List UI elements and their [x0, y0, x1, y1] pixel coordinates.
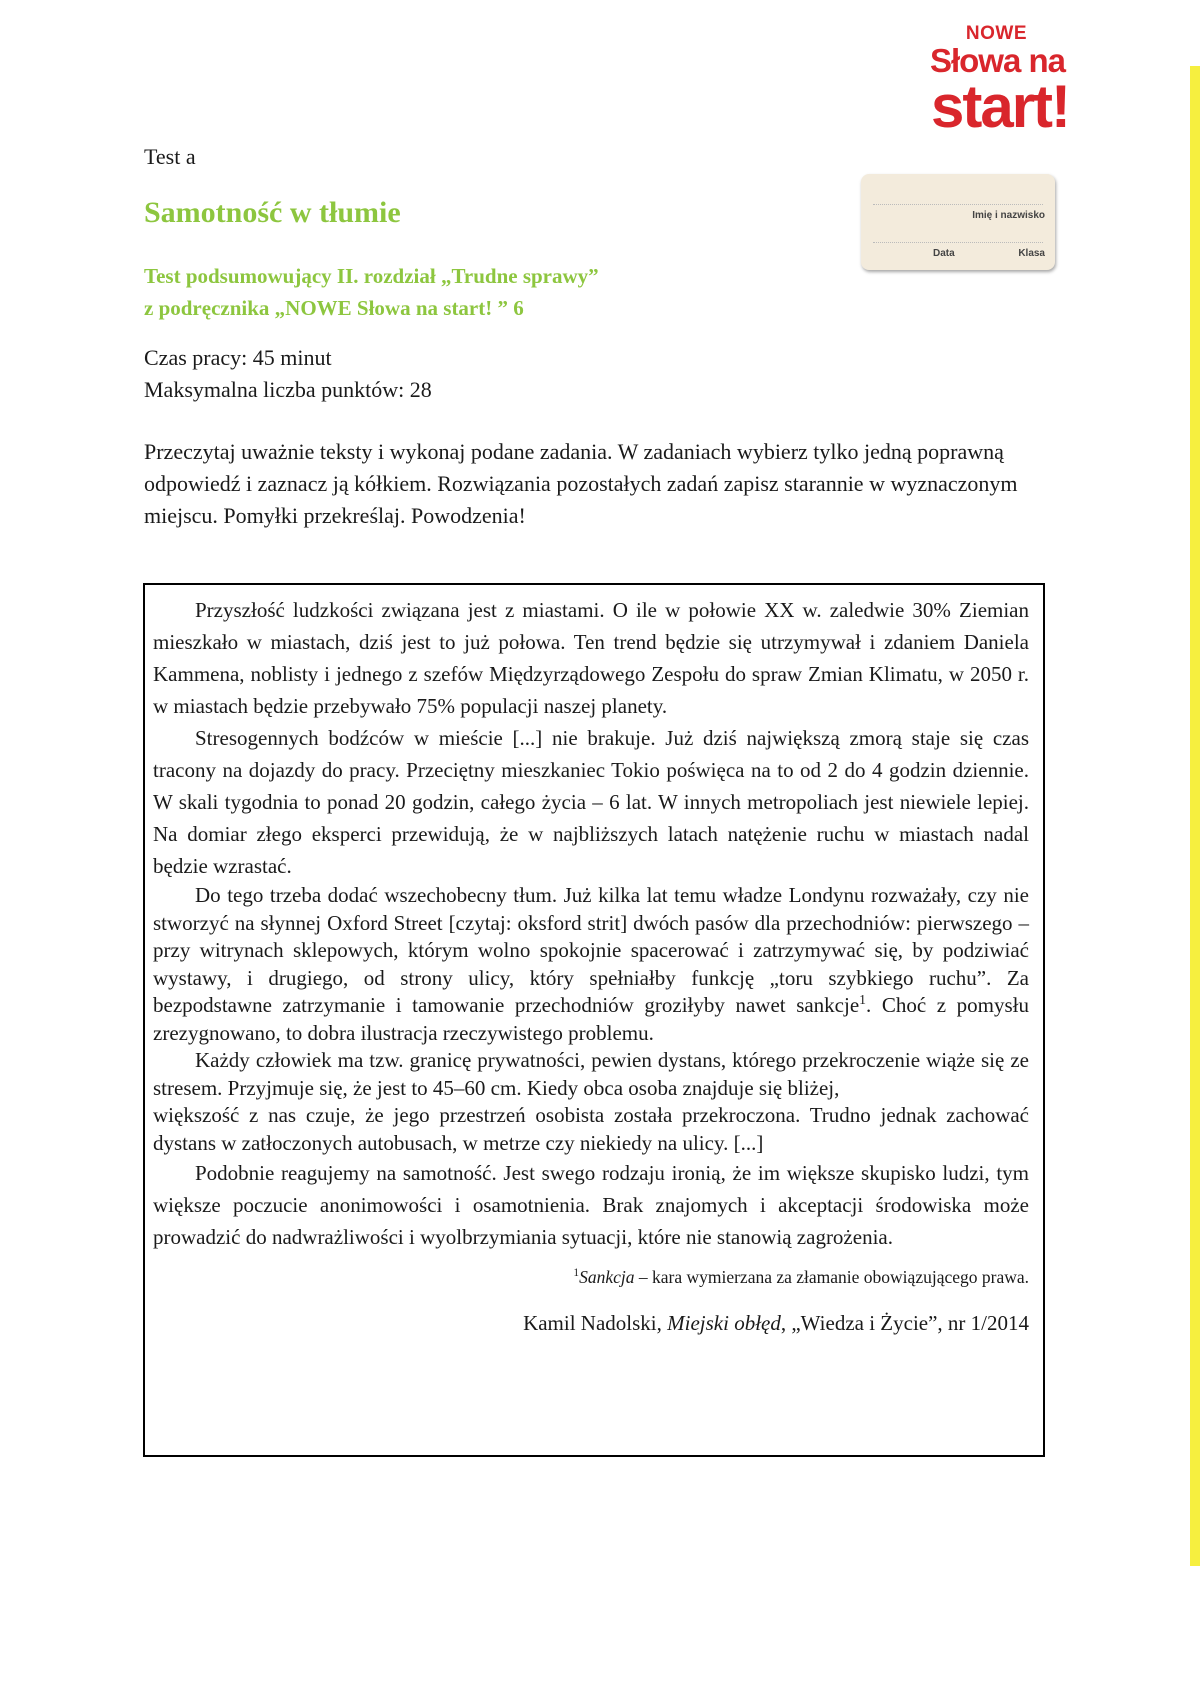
- logo-line-1: NOWE: [965, 23, 1027, 44]
- footnote-number: 1: [573, 1267, 580, 1280]
- paragraph-4-part-1: Każdy człowiek ma tzw. granicę prywatności, pewien dystans, którego przekroczenie wiąże się ze stresem. Przyjmuje się, że jest to 45–60 cm. Kiedy obca osoba znajduje się bliżej,: [153, 1048, 1029, 1100]
- name-card: [861, 174, 1055, 270]
- subtitle-line-2: z podręcznika „NOWE Słowa na start! ” 6: [144, 296, 524, 320]
- logo-line-2: Słowa na: [929, 42, 1065, 79]
- source-title: Miejski obłęd: [667, 1311, 781, 1335]
- test-label: Test a: [144, 144, 196, 169]
- page-title: Samotność w tłumie: [144, 196, 401, 229]
- article-paragraph-2: Stresogennych bodźców w mieście [...] nie brakuje. Już dziś największą zmorą staje się czas tracony na dojazdy do pracy. Przeciętny mieszkaniec Tokio poświęca na to od 2 do 4 godzin dziennie. W skali tygodnia to ponad 20 godzin, całego życia – 6 lat. W innych metropoliach jest niewiele lepiej. Na domiar złego eksperci przewidują, że w najbliższych latach natężenie ruchu w miastach nadal będzie wzrastać.: [153, 726, 1029, 878]
- footnote-term: Sankcja: [579, 1267, 635, 1287]
- time-info: Czas pracy: 45 minut: [144, 345, 332, 370]
- test-meta: [144, 342, 432, 406]
- paragraph-4-part-2: większość z nas czuje, że jego przestrzeń osobista została przekroczona. Trudno jednak zachować dystans w zatłoczonych autobusach, w metrze czy niekiedy na ulicy. [...]: [153, 1103, 1029, 1155]
- subtitle-line-1: Test podsumowujący II. rozdział „Trudne sprawy”: [144, 264, 599, 288]
- paragraph-3-text: Do tego trzeba dodać wszechobecny tłum. Już kilka lat temu władze Londynu rozważały, czy nie stworzyć na słynnej Oxford Street [czytaj: oksford strit] dwóch pasów dla przechodniów: pierwszego – przy witrynach sklepowych, którym wolno spokojnie spacerować i zatrzymywać się, by podziwiać wystawy, i drugiego, od strony ulicy, który spełniałby funkcję „toru szybkiego ruchu”. Za bezpodstawne zatrzymanie i tamowanie przechodniów groziłyby nawet sankcje: [153, 883, 1029, 1017]
- points-info: Maksymalna liczba punktów: 28: [144, 377, 432, 402]
- paragraph-3-end: . Choć z pomysłu zrezygnowano, to dobra ilustracja rzeczywistego problemu.: [153, 993, 1029, 1045]
- class-label: Klasa: [1018, 248, 1045, 259]
- instructions: Przeczytaj uważnie teksty i wykonaj podane zadania. W zadaniach wybierz tylko jedną poprawną odpowiedź i zaznacz ją kółkiem. Rozwiązania pozostałych zadań zapisz starannie w wyznaczonym miejscu. Pomyłki przekreślaj. Powodzenia!: [144, 439, 1018, 528]
- date-line: [873, 242, 1043, 243]
- name-label: Imię i nazwisko: [972, 210, 1045, 221]
- article-paragraph-3: [153, 882, 1029, 1047]
- footnote-marker: 1: [859, 992, 866, 1007]
- article-box: [143, 583, 1045, 1457]
- source-citation: [153, 1307, 1029, 1339]
- source-rest: , „Wiedza i Życie”, nr 1/2014: [780, 1311, 1029, 1335]
- footnote: [153, 1261, 1029, 1293]
- date-label: Data: [933, 248, 955, 259]
- footnote-text: – kara wymierzana za złamanie obowiązującego prawa.: [634, 1267, 1029, 1287]
- yellow-edge-bar: [1190, 66, 1200, 1566]
- article-paragraph-1: Przyszłość ludzkości związana jest z miastami. O ile w połowie XX w. zaledwie 30% Ziemian mieszkało w miastach, dziś jest to już połowa. Ten trend będzie się utrzymywał i zdaniem Daniela Kammena, noblisty i jednego z szefów Międzyrządowego Zespołu do spraw Zmian Klimatu, w 2050 r. w miastach będzie przebywało 75% populacji naszej planety.: [153, 598, 1029, 718]
- name-line: [873, 204, 1043, 205]
- source-author: Kamil Nadolski,: [523, 1311, 668, 1335]
- publisher-logo: [905, 23, 1069, 140]
- article-paragraph-5: Podobnie reagujemy na samotność. Jest swego rodzaju ironią, że im większe skupisko ludzi, tym większe poczucie anonimowości i osamotnienia. Brak znajomych i akceptacji środowiska może prowadzić do nadwrażliwości i wyolbrzymiania sytuacji, które nie stanowią zagrożenia.: [153, 1161, 1029, 1249]
- logo-line-3: start!: [930, 73, 1069, 140]
- article-paragraph-4: [153, 1047, 1029, 1157]
- subtitle: [144, 260, 599, 324]
